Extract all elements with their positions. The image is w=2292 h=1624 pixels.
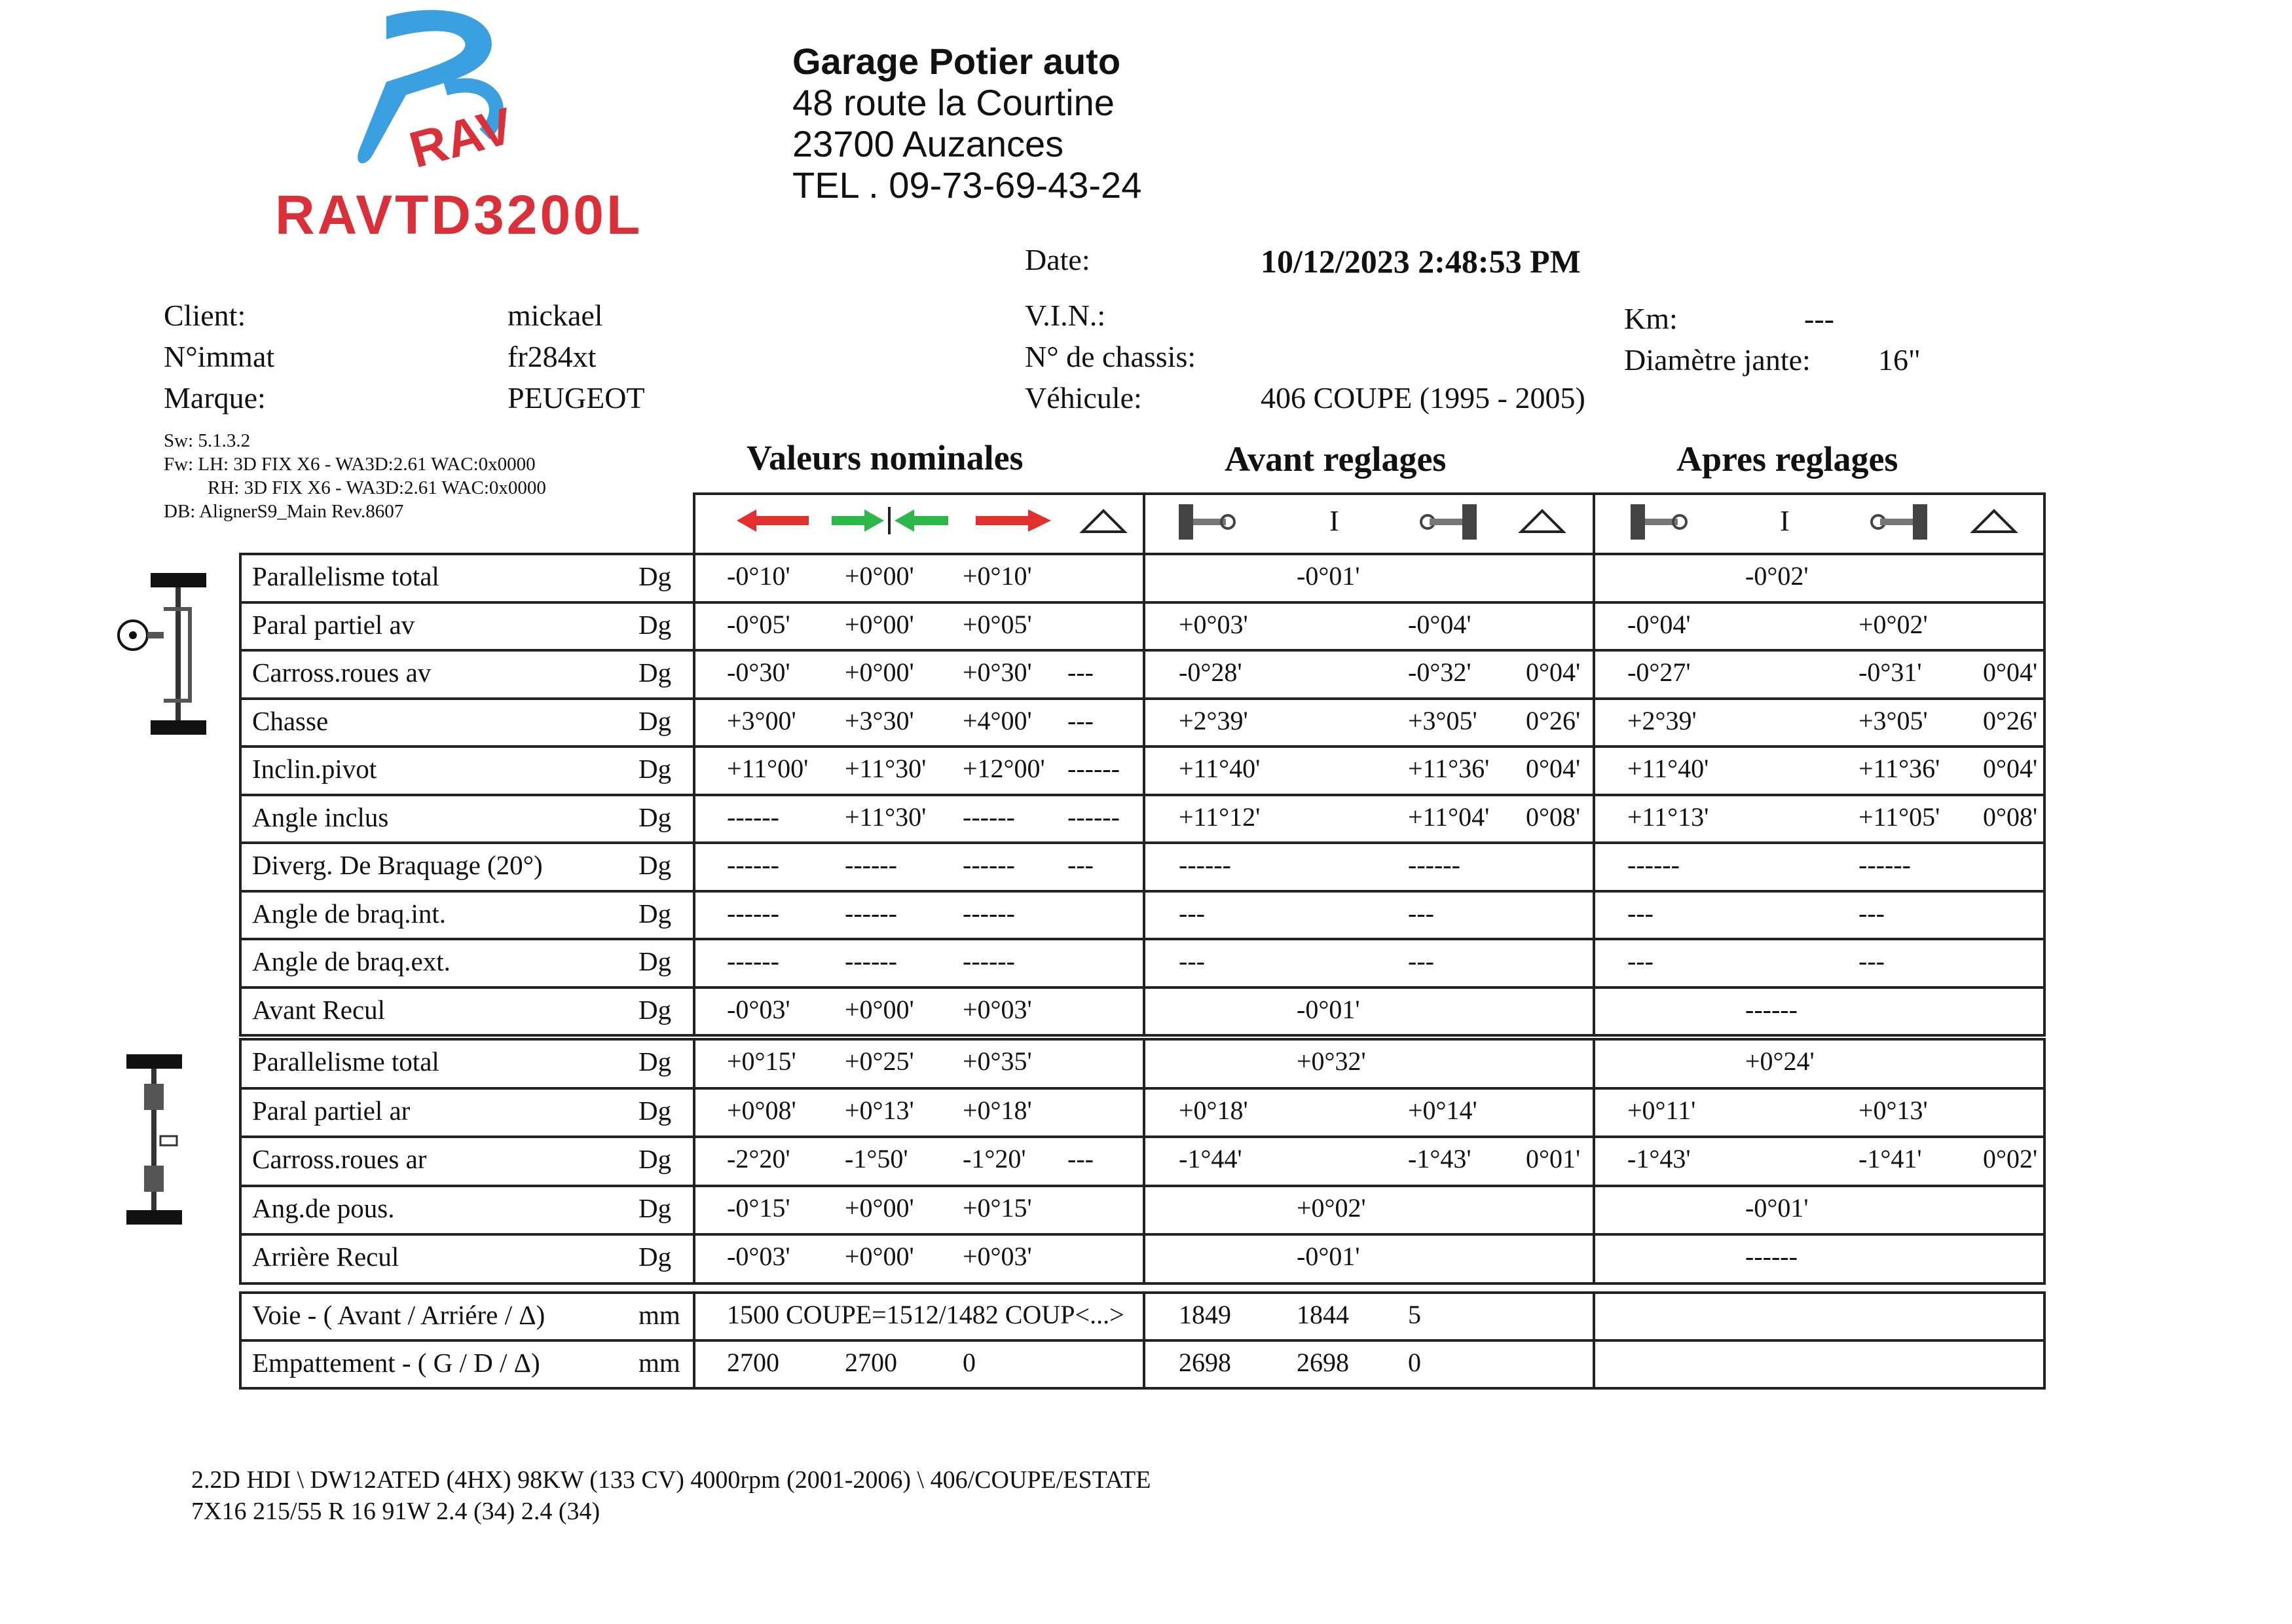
after-delta: 0°04'	[1983, 657, 2038, 687]
rear_rows-before-left-line	[1143, 1038, 1145, 1282]
nominal-max: +0°03'	[963, 1242, 1032, 1271]
nominal-max: +12°00'	[963, 754, 1045, 783]
km-label: Km:	[1624, 302, 1678, 335]
row-label: Carross.roues ar	[252, 1144, 427, 1174]
after-total: ------	[1745, 1242, 1798, 1271]
row-unit: Dg	[638, 1046, 672, 1077]
nominal-center-icon	[832, 504, 950, 537]
nominal-min: -0°03'	[727, 1242, 790, 1271]
dims-unit: mm	[638, 1348, 680, 1378]
after-right: +0°02'	[1858, 609, 1928, 639]
nominal-min: +11°00'	[727, 754, 809, 783]
row-label: Inclin.pivot	[252, 754, 377, 784]
row-unit: Dg	[638, 657, 672, 688]
row-label: Angle de braq.ext.	[252, 946, 451, 976]
rear_rows-row-line	[239, 1185, 2046, 1187]
before-left: -0°28'	[1179, 657, 1242, 687]
after-total: -0°01'	[1745, 1192, 1809, 1223]
row-unit: Dg	[638, 1095, 672, 1126]
after-right: +0°13'	[1858, 1095, 1928, 1125]
after-delta: 0°02'	[1983, 1144, 2038, 1173]
row-unit: Dg	[638, 994, 672, 1025]
nominal-center: -1°50'	[845, 1144, 908, 1173]
row-unit: Dg	[638, 802, 672, 832]
icon-row-top-line	[693, 492, 2046, 495]
before-right: +11°04'	[1408, 802, 1490, 832]
before-right: -0°04'	[1408, 609, 1471, 639]
before-left: ---	[1179, 898, 1205, 928]
nominal-min: -0°03'	[727, 994, 790, 1024]
garage-phone: TEL . 09-73-69-43-24	[792, 164, 1142, 206]
row-label: Carross.roues av	[252, 657, 432, 688]
nominal-min: ------	[727, 850, 779, 879]
after-total: -0°02'	[1745, 561, 1809, 591]
after-left: +2°39'	[1627, 705, 1697, 735]
before-total: +0°02'	[1297, 1192, 1366, 1223]
nominal-max: ------	[963, 802, 1015, 832]
nominal-min: -2°20'	[727, 1144, 790, 1173]
after-left: +0°11'	[1627, 1095, 1696, 1125]
dims-before-2: 2698	[1297, 1348, 1349, 1377]
dims-before-1: 2698	[1179, 1348, 1231, 1377]
front_rows-row-line	[239, 745, 2046, 748]
before-right: +0°14'	[1408, 1095, 1477, 1125]
nominal-center: +0°00'	[845, 609, 914, 639]
nominal-tolerance: ------	[1067, 754, 1120, 783]
after-right: ---	[1858, 898, 1885, 928]
nominal-center: +0°25'	[845, 1046, 914, 1076]
nominal-center: +11°30'	[845, 754, 927, 783]
front_rows-row-line	[239, 986, 2046, 989]
before-left: ---	[1179, 946, 1205, 976]
before-total: +0°32'	[1297, 1046, 1366, 1076]
icon-row-mid1-line	[1143, 492, 1145, 553]
front_rows-row-line	[239, 649, 2046, 652]
row-label: Angle de braq.int.	[252, 898, 447, 929]
after-delta-icon	[1968, 504, 2020, 537]
dims-label: Empattement - ( G / D / Δ)	[252, 1348, 540, 1378]
nominal-center: +0°00'	[845, 1192, 914, 1223]
before-right: -1°43'	[1408, 1144, 1471, 1173]
rear_rows-row-line	[239, 1038, 2046, 1041]
before-left: +11°12'	[1179, 802, 1261, 832]
vehicule-label: Véhicule:	[1025, 381, 1142, 415]
after-left: -1°43'	[1627, 1144, 1691, 1173]
front_rows-row-line	[239, 794, 2046, 796]
after-right: +11°05'	[1858, 802, 1940, 832]
nominal-min: ------	[727, 946, 779, 976]
vehicule-value: 406 COUPE (1995 - 2005)	[1261, 381, 1585, 415]
front_rows-row-line	[239, 553, 2046, 555]
nominal-min: +3°00'	[727, 705, 796, 735]
row-unit: Dg	[638, 609, 672, 640]
nominal-center: +0°00'	[845, 1242, 914, 1271]
after-left: -0°27'	[1627, 657, 1691, 687]
nominal-center: ------	[845, 898, 897, 928]
dims-before-3: 5	[1408, 1300, 1421, 1329]
row-label: Avant Recul	[252, 994, 386, 1025]
before-right: +11°36'	[1408, 754, 1490, 783]
immat-value: fr284xt	[508, 340, 597, 373]
row-label: Chasse	[252, 705, 329, 736]
dims-row-line	[239, 1291, 2046, 1294]
rear_rows-row-line	[239, 1282, 2046, 1285]
dims-unit: mm	[638, 1300, 680, 1330]
row-unit: Dg	[638, 754, 672, 784]
marque-value: PEUGEOT	[508, 381, 645, 415]
after-right: ---	[1858, 946, 1885, 976]
fw-rh: RH: 3D FIX X6 - WA3D:2.61 WAC:0x0000	[208, 477, 546, 498]
after-left: +11°13'	[1627, 802, 1709, 832]
vin-label: V.I.N.:	[1025, 299, 1106, 332]
before-delta-icon	[1516, 504, 1568, 537]
garage-address2: 23700 Auzances	[792, 123, 1064, 164]
garage-address1: 48 route la Courtine	[792, 82, 1115, 123]
rear_rows-row-line	[239, 1233, 2046, 1236]
before-delta: 0°01'	[1526, 1144, 1581, 1173]
icon-row-mid2-line	[1593, 492, 1595, 553]
after-delta: 0°26'	[1983, 705, 2038, 735]
front_rows-row-line	[239, 1034, 2046, 1037]
rav-logo	[275, 3, 643, 246]
tyre-info: 7X16 215/55 R 16 91W 2.4 (34) 2.4 (34)	[191, 1498, 601, 1525]
nominal-tolerance: ---	[1067, 850, 1094, 879]
client-label: Client:	[164, 299, 246, 332]
garage-header	[792, 41, 1141, 206]
before-left: ------	[1179, 850, 1231, 879]
nominal-max: ------	[963, 946, 1015, 976]
dims-nominal: 1500 COUPE=1512/1482 COUP<...>	[727, 1300, 1124, 1329]
front_rows-row-line	[239, 938, 2046, 940]
nominal-center: +0°00'	[845, 994, 914, 1024]
min-arrow-icon	[733, 504, 812, 537]
rear_rows-right-line	[2043, 1038, 2046, 1282]
nominal-max: +0°15'	[963, 1192, 1032, 1223]
row-unit: Dg	[638, 946, 672, 976]
icon-row-left-line	[693, 492, 695, 553]
nominal-min: +0°08'	[727, 1095, 796, 1125]
dims-before-1: 1849	[1179, 1300, 1231, 1329]
before-delta: 0°26'	[1526, 705, 1581, 735]
after-left: ---	[1627, 946, 1654, 976]
wheel-right-before-icon	[1408, 499, 1480, 545]
row-label: Ang.de pous.	[252, 1192, 395, 1223]
dims-label: Voie - ( Avant / Arriére / Δ)	[252, 1300, 545, 1330]
row-unit: Dg	[638, 1144, 672, 1174]
db-version: DB: AlignerS9_Main Rev.8607	[164, 501, 404, 522]
front_rows-row-line	[239, 697, 2046, 700]
before-left: +0°18'	[1179, 1095, 1248, 1125]
row-label: Paral partiel av	[252, 609, 415, 640]
marque-label: Marque:	[164, 381, 266, 415]
row-unit: Dg	[638, 1192, 672, 1223]
fw-lh: Fw: LH: 3D FIX X6 - WA3D:2.61 WAC:0x0000	[164, 454, 536, 475]
engine-info: 2.2D HDI \ DW12ATED (4HX) 98KW (133 CV) 4000rpm (2001-2006) \ 406/COUPE/ESTATE	[191, 1466, 1151, 1494]
row-label: Arrière Recul	[252, 1242, 399, 1272]
rear_rows-row-line	[239, 1087, 2046, 1090]
rear_rows-nominal-left-line	[693, 1038, 695, 1282]
row-label: Paral partiel ar	[252, 1095, 411, 1126]
date-label: Date:	[1025, 243, 1090, 276]
dims-nominal-2: 2700	[845, 1348, 897, 1377]
dims-nominal-3: 0	[963, 1348, 976, 1377]
front-axle-icon	[111, 570, 210, 740]
nominal-max: +0°18'	[963, 1095, 1032, 1125]
before-total: -0°01'	[1297, 561, 1360, 591]
front_rows-row-line	[239, 890, 2046, 893]
front_rows-row-line	[239, 841, 2046, 844]
wheel-left-before-icon	[1175, 499, 1248, 545]
section-after-title: Apres reglages	[1676, 439, 1898, 479]
front_rows-row-line	[239, 601, 2046, 604]
dims-row-line	[239, 1387, 2046, 1390]
dims-before-2: 1844	[1297, 1300, 1349, 1329]
after-delta: 0°04'	[1983, 754, 2038, 783]
max-arrow-icon	[976, 504, 1054, 537]
dims-row-line	[239, 1339, 2046, 1342]
row-unit: Dg	[638, 898, 672, 929]
before-left: -1°44'	[1179, 1144, 1242, 1173]
nominal-center: +0°00'	[845, 657, 914, 687]
rear_rows-left-line	[239, 1038, 242, 1282]
nominal-min: ------	[727, 802, 779, 832]
before-left: +2°39'	[1179, 705, 1248, 735]
jante-label: Diamètre jante:	[1624, 343, 1811, 377]
rear-axle-icon	[121, 1051, 193, 1228]
nominal-center: ------	[845, 946, 897, 976]
sw-version: Sw: 5.1.3.2	[164, 430, 251, 451]
date-value: 10/12/2023 2:48:53 PM	[1261, 243, 1581, 280]
wheel-left-after-icon	[1627, 499, 1699, 545]
after-total: +0°24'	[1745, 1046, 1815, 1076]
nominal-min: +0°15'	[727, 1046, 796, 1076]
nominal-tolerance: ---	[1067, 705, 1094, 735]
rear_rows-after-left-line	[1593, 1038, 1595, 1282]
before-right: ---	[1408, 898, 1434, 928]
after-left: ---	[1627, 898, 1654, 928]
nominal-center: +3°30'	[845, 705, 914, 735]
row-label: Angle inclus	[252, 802, 389, 832]
before-right: ---	[1408, 946, 1434, 976]
dims-nominal-1: 2700	[727, 1348, 779, 1377]
tolerance-delta-icon	[1077, 504, 1130, 537]
logo-model: RAVTD3200L	[275, 184, 643, 246]
software-info	[164, 429, 546, 523]
nominal-min: ------	[727, 898, 779, 928]
after-left: ------	[1627, 850, 1680, 879]
before-total: -0°01'	[1297, 994, 1360, 1024]
before-delta: 0°08'	[1526, 802, 1581, 832]
nominal-center: +11°30'	[845, 802, 927, 832]
before-right: ------	[1408, 850, 1460, 879]
section-nominal-title: Valeurs nominales	[747, 438, 1024, 477]
logo-rav-text: RAV	[403, 96, 519, 179]
garage-name: Garage Potier auto	[792, 41, 1121, 82]
after-delta: 0°08'	[1983, 802, 2038, 832]
nominal-tolerance: ---	[1067, 657, 1094, 687]
nominal-min: -0°05'	[727, 609, 790, 639]
row-label: Diverg. De Braquage (20°)	[252, 850, 543, 880]
nominal-max: +0°35'	[963, 1046, 1032, 1076]
before-left: +0°03'	[1179, 609, 1248, 639]
before-right: +3°05'	[1408, 705, 1477, 735]
before-delta: 0°04'	[1526, 754, 1581, 783]
nominal-max: +0°30'	[963, 657, 1032, 687]
row-label: Parallelisme total	[252, 1046, 439, 1077]
row-unit: Dg	[638, 561, 672, 591]
nominal-max: +0°05'	[963, 609, 1032, 639]
row-unit: Dg	[638, 705, 672, 736]
after-right: -0°31'	[1858, 657, 1922, 687]
after-right: +11°36'	[1858, 754, 1940, 783]
dims-before-3: 0	[1408, 1348, 1421, 1377]
nominal-center: ------	[845, 850, 897, 879]
before-delta: 0°04'	[1526, 657, 1581, 687]
nominal-center: +0°00'	[845, 561, 914, 591]
section-before-title: Avant reglages	[1225, 439, 1447, 479]
nominal-min: -0°10'	[727, 561, 790, 591]
nominal-max: +4°00'	[963, 705, 1032, 735]
immat-label: N°immat	[164, 340, 275, 373]
nominal-max: ------	[963, 898, 1015, 928]
km-value: ---	[1804, 302, 1834, 335]
row-unit: Dg	[638, 1242, 672, 1272]
chassis-label: N° de chassis:	[1025, 340, 1196, 373]
row-label: Parallelisme total	[252, 561, 439, 591]
before-total: -0°01'	[1297, 1242, 1360, 1271]
wheel-right-after-icon	[1858, 499, 1931, 545]
after-total: ------	[1745, 994, 1798, 1024]
nominal-min: -0°30'	[727, 657, 790, 687]
after-bar-icon: I	[1780, 505, 1790, 537]
client-value: mickael	[508, 299, 603, 332]
nominal-tolerance: ---	[1067, 1144, 1094, 1173]
row-unit: Dg	[638, 850, 672, 880]
nominal-tolerance: ------	[1067, 802, 1120, 832]
nominal-max: ------	[963, 850, 1015, 879]
nominal-center: +0°13'	[845, 1095, 914, 1125]
icon-row-right-line	[2043, 492, 2046, 553]
before-right: -0°32'	[1408, 657, 1471, 687]
nominal-min: -0°15'	[727, 1192, 790, 1223]
nominal-max: +0°03'	[963, 994, 1032, 1024]
after-left: +11°40'	[1627, 754, 1709, 783]
after-right: -1°41'	[1858, 1144, 1922, 1173]
after-right: ------	[1858, 850, 1911, 879]
before-left: +11°40'	[1179, 754, 1261, 783]
after-right: +3°05'	[1858, 705, 1928, 735]
after-left: -0°04'	[1627, 609, 1691, 639]
nominal-max: -1°20'	[963, 1144, 1026, 1173]
jante-value: 16"	[1878, 343, 1921, 377]
nominal-max: +0°10'	[963, 561, 1032, 591]
rear_rows-row-line	[239, 1135, 2046, 1138]
before-bar-icon: I	[1329, 505, 1339, 537]
